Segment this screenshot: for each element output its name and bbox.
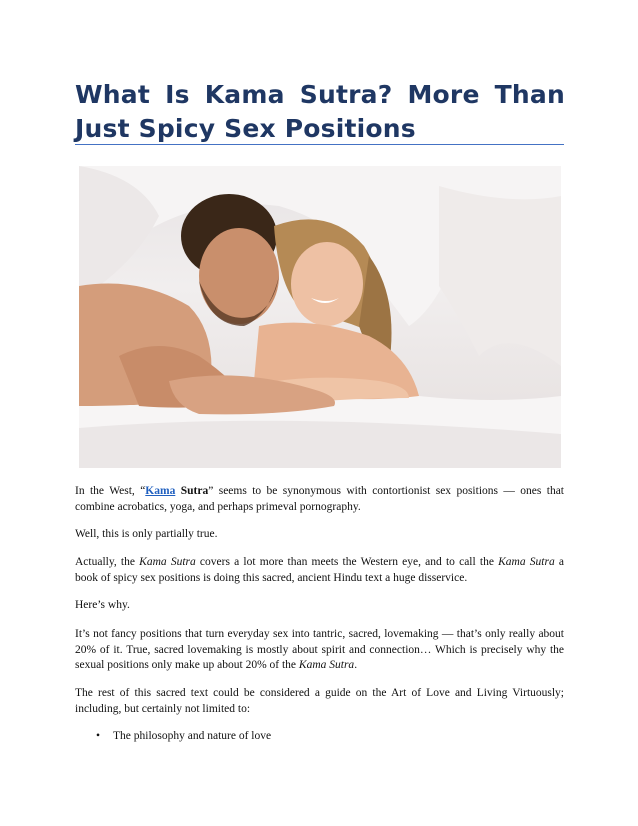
paragraph-5: It’s not fancy positions that turn everyday sex into tantric, sacred, lovemaking — that’s only really about 20% of it. True, sacred lovemaking is mostly about spirit and connection… Which is precisely why the sexual positions only make up about 20% of the Kama Sutra. — [75, 628, 564, 671]
kama-link[interactable]: Kama — [145, 485, 176, 497]
list-item-text: The philosophy and nature of love — [113, 730, 272, 742]
couple-photo — [79, 166, 561, 468]
paragraph-2: Well, this is only partially true. — [75, 528, 218, 540]
paragraph-4: Here’s why. — [75, 599, 130, 611]
intro-paragraph: In the West, “Kama Sutra” seems to be synonymous with contortionist sex positions — ones that combine acrobatics, yoga, and perhaps primeval pornography. — [75, 485, 564, 513]
page-title: What Is Kama Sutra? More Than Just Spicy Sex Positions — [75, 80, 565, 143]
title-underline — [75, 144, 564, 145]
bullet-icon: • — [96, 730, 101, 742]
paragraph-3: Actually, the Kama Sutra covers a lot more than meets the Western eye, and to call the Kama Sutra a book of spicy sex positions is doing this sacred, ancient Hindu text a huge disservice. — [75, 556, 565, 584]
paragraph-6: The rest of this sacred text could be considered a guide on the Art of Love and Living Virtuously; including, but certainly not limited to: — [75, 687, 564, 715]
